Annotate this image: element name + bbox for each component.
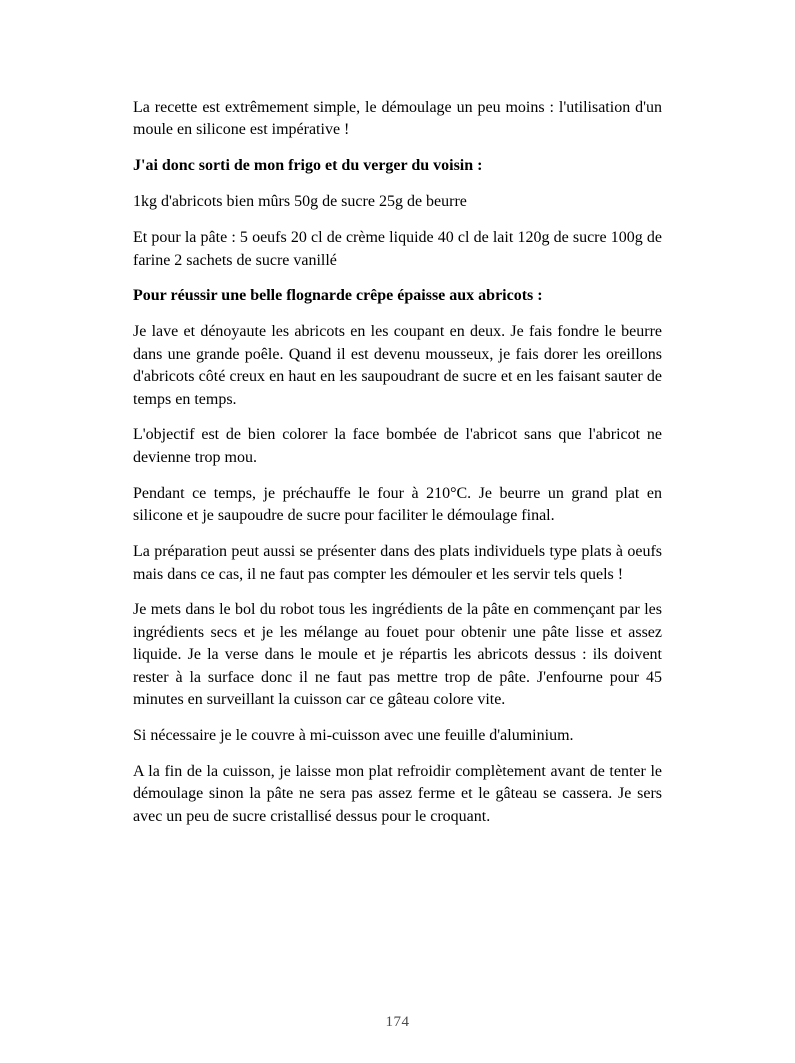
paragraph-step-objective: L'objectif est de bien colorer la face bombée de l'abricot sans que l'abricot ne devienne trop mou. bbox=[133, 426, 662, 466]
paragraph-step-prepare: Je lave et dénoyaute les abricots en les coupant en deux. Je fais fondre le beurre dans une grande poêle. Quand il est devenu mousseux, je fais dorer les oreillons d'abricots côté creux en haut en les saupoudrant de sucre et en les faisant sauter de temps en temps. bbox=[133, 323, 662, 408]
paragraph-step-mix-bake: Je mets dans le bol du robot tous les ingrédients de la pâte en commençant par les ingrédients secs et je les mélange au fouet pour obtenir une pâte lisse et assez liquide. Je la verse dans le moule et je répartis les abricots dessus : ils doivent rester à la surface donc il ne faut pas mettre trop de pâte. J'enfourne pour 45 minutes en surveillant la cuisson car ce gâteau colore vite. bbox=[133, 601, 662, 709]
paragraph-step-dishes: La préparation peut aussi se présenter dans des plats individuels type plats à oeufs mais dans ce cas, il ne faut pas compter les démouler et les servir tels quels ! bbox=[133, 543, 662, 583]
paragraph-ingredients-fruit: 1kg d'abricots bien mûrs 50g de sucre 25g de beurre bbox=[133, 193, 467, 211]
section-heading-method: Pour réussir une belle flognarde crêpe épaisse aux abricots : bbox=[133, 287, 543, 305]
paragraph-step-cooling: A la fin de la cuisson, je laisse mon plat refroidir complètement avant de tenter le démoulage sinon la pâte ne sera pas assez ferme et le gâteau se cassera. Je sers avec un peu de sucre cristallisé dessus pour le croquant. bbox=[133, 762, 662, 825]
paragraph-step-oven: Pendant ce temps, je préchauffe le four à 210°C. Je beurre un grand plat en silicone et je saupoudre de sucre pour faciliter le démoulage final. bbox=[133, 484, 662, 525]
page-footer bbox=[0, 1013, 795, 1031]
document-body bbox=[133, 97, 662, 842]
page-number: 174 bbox=[385, 1014, 410, 1030]
paragraph-ingredients-batter: Et pour la pâte : 5 oeufs 20 cl de crème liquide 40 cl de lait 120g de sucre 100g de farine 2 sachets de sucre vanillé bbox=[133, 229, 662, 269]
paragraph-intro: La recette est extrêmement simple, le démoulage un peu moins : l'utilisation d'un moule en silicone est impérative ! bbox=[133, 99, 662, 139]
section-heading-ingredients: J'ai donc sorti de mon frigo et du verger du voisin : bbox=[133, 157, 483, 175]
paragraph-step-cover: Si nécessaire je le couvre à mi-cuisson avec une feuille d'aluminium. bbox=[133, 726, 574, 744]
